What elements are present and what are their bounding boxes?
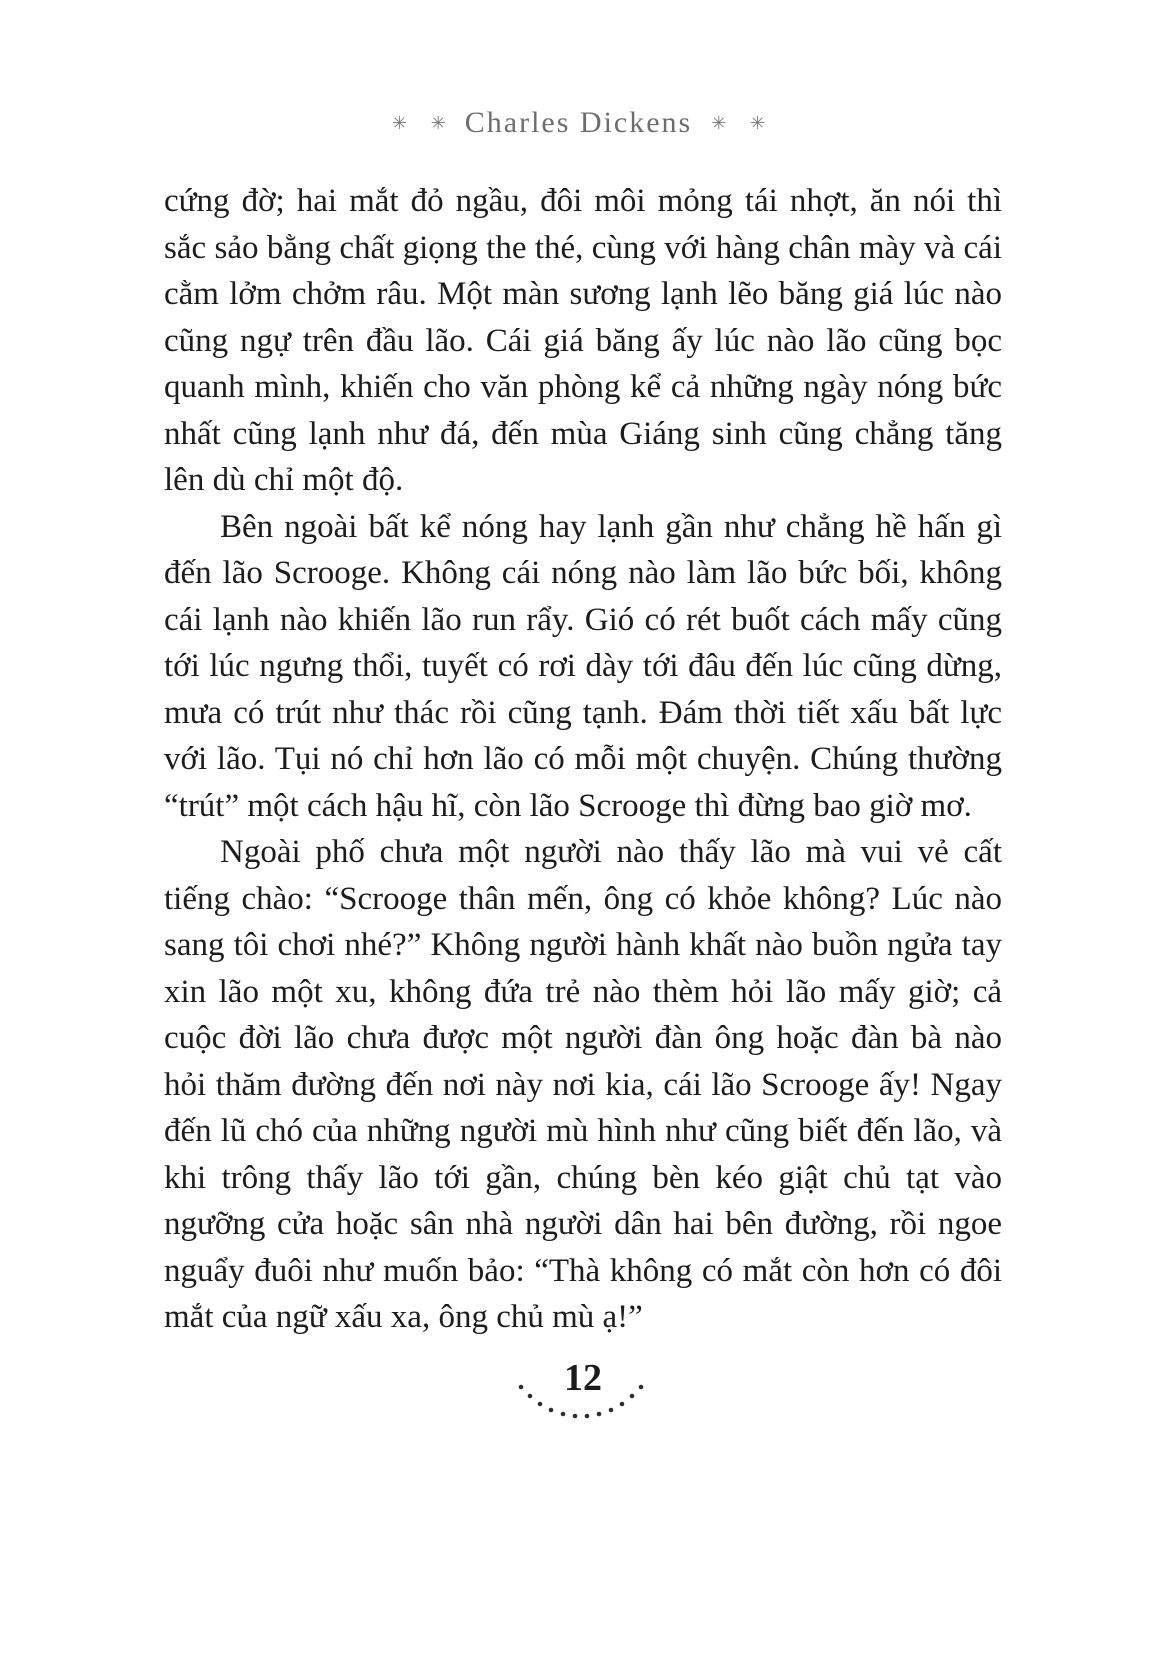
body-paragraph-2: Bên ngoài bất kể nóng hay lạnh gần như chẳng hề hấn gì đến lão Scrooge. Không cái nóng nào làm lão bức bối, không cái lạnh nào khiến lão run rẩy. Gió có rét buốt cách mấy cũng tới lúc ngưng thổi, tuyết có rơi dày tới đâu đến lúc cũng dừng, mưa có trút như thác rồi cũng tạnh. Đám thời tiết xấu bất lực với lão. Tụi nó chỉ hơn lão có mỗi một chuyện. Chúng thường “trút” một cách hậu hĩ, còn lão Scrooge thì đừng bao giờ mơ. <box>164 508 1002 824</box>
body-paragraph-3: Ngoài phố chưa một người nào thấy lão mà vui vẻ cất tiếng chào: “Scrooge thân mến, ông có khỏe không? Lúc nào sang tôi chơi nhé?” Không người hành khất nào buồn ngửa tay xin lão một xu, không đứa trẻ nào thèm hỏi lão mấy giờ; cả cuộc đời lão chưa được một người đàn ông hoặc đàn bà nào hỏi thăm đường đến nơi này nơi kia, cái lão Scrooge ấy! Ngay đến lũ chó của những người mù hình như cũng biết đến lão, và khi trông thấy lão tới gần, chúng bèn kéo giật chủ tạt vào ngưỡng cửa hoặc sân nhà người dân hai bên đường, rồi ngoe nguẩy đuôi như muốn bảo: “Thà không có mắt còn hơn có đôi mắt của ngữ xấu xa, ông chủ mù ạ!” <box>164 834 1002 1335</box>
header-ornament-right-icon: ✳ ✳ <box>711 113 775 134</box>
page-footer <box>503 1356 663 1445</box>
header-ornament-left-icon: ✳ ✳ <box>391 113 455 134</box>
body-text <box>164 178 1002 1341</box>
body-paragraph-1: cứng đờ; hai mắt đỏ ngầu, đôi môi mỏng tái nhợt, ăn nói thì sắc sảo bằng chất giọng the thé, cùng với hàng chân mày và cái cằm lởm chởm râu. Một màn sương lạnh lẽo băng giá lúc nào cũng ngự trên đầu lão. Cái giá băng ấy lúc nào lão cũng bọc quanh mình, khiến cho văn phòng kể cả những ngày nóng bức nhất cũng lạnh như đá, đến mùa Giáng sinh cũng chẳng tăng lên dù chỉ một độ. <box>164 183 1002 498</box>
page-number-dots-ornament-icon <box>513 1377 653 1433</box>
page-number: 12 <box>564 1356 602 1399</box>
running-header <box>0 0 1166 138</box>
author-name: Charles Dickens <box>464 106 693 139</box>
